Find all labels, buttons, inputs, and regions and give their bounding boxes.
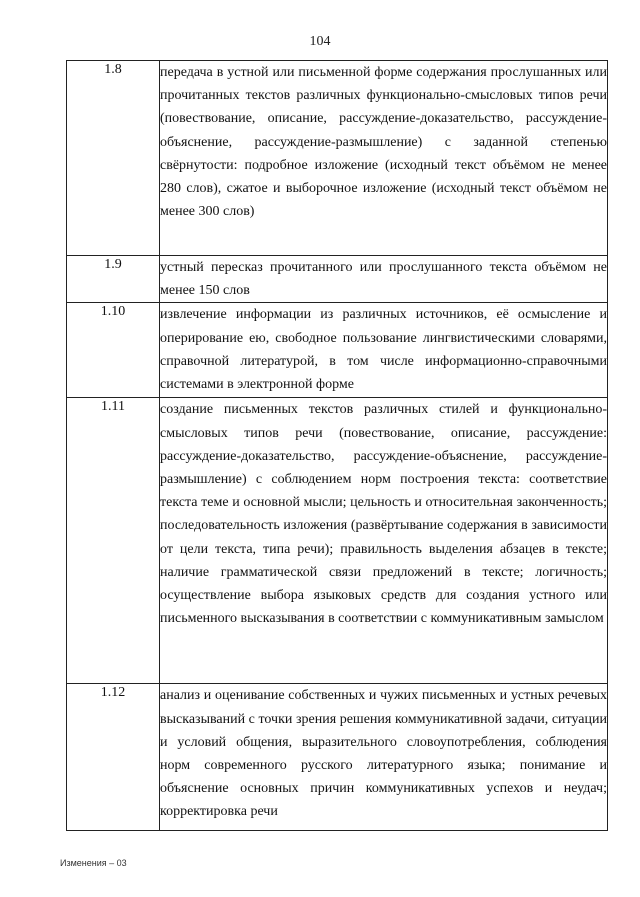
- row-number: 1.10: [67, 303, 160, 398]
- table-row: [67, 61, 608, 256]
- page-number: 104: [309, 34, 331, 49]
- footer-revision-note: Изменения – 03: [60, 858, 127, 868]
- table-row: [67, 398, 608, 684]
- table-row: [67, 684, 608, 831]
- row-number: 1.12: [67, 684, 160, 831]
- row-text: анализ и оценивание собственных и чужих письменных и устных речевых высказываний с точки зрения решения коммуникативной задачи, ситуации и условий общения, выразительного словоупотребления, соблюдения норм современного русского литературного языка; понимание и объяснение основных причин коммуникативных успехов и неудач; корректировка речи: [160, 684, 608, 831]
- table-row: [67, 303, 608, 398]
- content-table: [66, 60, 608, 831]
- row-text: передача в устной или письменной форме содержания прослушанных или прочитанных текстов различных функционально-смысловых типов речи (повествование, описание, рассуждение-доказательство, рассуждение-объяснение, рассуждение-размышление) с заданной степенью свёрнутости: подробное изложение (исходный текст объёмом не менее 280 слов), сжатое и выборочное изложение (исходный текст объёмом не менее 300 слов): [160, 61, 608, 256]
- row-text: извлечение информации из различных источников, её осмысление и оперирование ею, свободное пользование лингвистическими словарями, справочной литературой, в том числе информационно-справочными системами в электронной форме: [160, 303, 608, 398]
- row-text: создание письменных текстов различных стилей и функционально-смысловых типов речи (повествование, описание, рассуждение: рассуждение-доказательство, рассуждение-объяснение, рассуждение-размышление) с соблюдением норм построения текста: соответствие текста теме и основной мысли; цельность и относительная законченность; последовательность изложения (развёртывание содержания в зависимости от цели текста, типа речи); правильность выделения абзацев в тексте; наличие грамматической связи предложений в тексте; логичность; осуществление выбора языковых средств для создания устного или письменного высказывания в соответствии с коммуникативным замыслом: [160, 398, 608, 684]
- row-number: 1.9: [67, 256, 160, 303]
- row-number: 1.8: [67, 61, 160, 256]
- table-row: [67, 256, 608, 303]
- row-number: 1.11: [67, 398, 160, 684]
- row-text: устный пересказ прочитанного или прослушанного текста объёмом не менее 150 слов: [160, 256, 608, 303]
